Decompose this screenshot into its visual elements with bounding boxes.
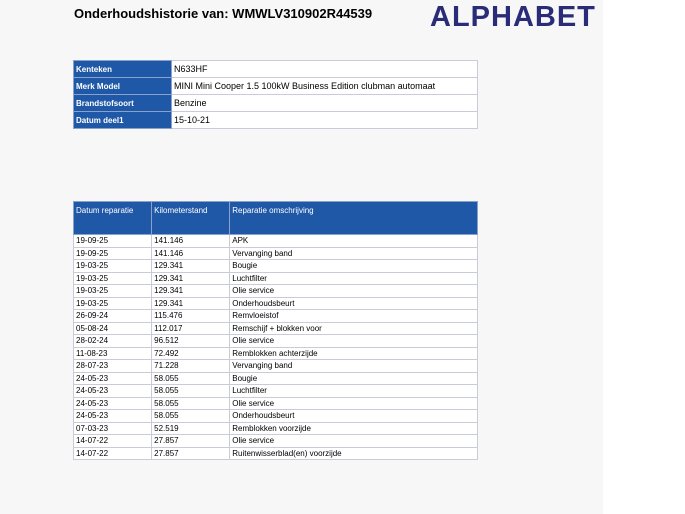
table-row [74,372,478,385]
table-row [74,447,478,460]
vehicle-info-row [74,112,478,129]
cell-description: Olie service [230,397,478,410]
table-row [74,285,478,298]
cell-description: Olie service [230,285,478,298]
vehicle-info-value: MINI Mini Cooper 1.5 100kW Business Edition clubman automaat [172,78,478,95]
column-header-date: Datum reparatie [74,202,152,235]
table-row [74,335,478,348]
cell-mileage: 72.492 [152,347,230,360]
column-header-mileage: Kilometerstand [152,202,230,235]
cell-mileage: 129.341 [152,285,230,298]
vehicle-info-value: N633HF [172,61,478,78]
cell-date: 19-09-25 [74,247,152,260]
cell-mileage: 27.857 [152,435,230,448]
vehicle-info-row [74,95,478,112]
cell-date: 24-05-23 [74,397,152,410]
cell-date: 19-03-25 [74,297,152,310]
vehicle-info-row [74,78,478,95]
table-row [74,310,478,323]
maintenance-history-table [73,201,478,460]
table-row [74,272,478,285]
cell-mileage: 27.857 [152,447,230,460]
cell-description: Remblokken voorzijde [230,422,478,435]
vehicle-info-label: Brandstofsoort [74,95,172,112]
vehicle-info-row [74,61,478,78]
cell-description: Olie service [230,335,478,348]
cell-description: APK [230,235,478,248]
cell-mileage: 129.341 [152,297,230,310]
vehicle-info-label: Kenteken [74,61,172,78]
cell-description: Bougie [230,260,478,273]
cell-description: Remblokken achterzijde [230,347,478,360]
cell-date: 11-08-23 [74,347,152,360]
cell-date: 24-05-23 [74,372,152,385]
cell-mileage: 58.055 [152,410,230,423]
cell-description: Onderhoudsbeurt [230,410,478,423]
cell-description: Vervanging band [230,360,478,373]
cell-description: Ruitenwisserblad(en) voorzijde [230,447,478,460]
cell-date: 07-03-23 [74,422,152,435]
cell-mileage: 129.341 [152,260,230,273]
cell-description: Luchtfilter [230,385,478,398]
cell-mileage: 58.055 [152,397,230,410]
table-row [74,347,478,360]
table-row [74,385,478,398]
alphabet-logo: ALPHABET [430,1,596,33]
vehicle-info-label: Merk Model [74,78,172,95]
column-header-description: Reparatie omschrijving [230,202,478,235]
cell-description: Bougie [230,372,478,385]
cell-mileage: 112.017 [152,322,230,335]
table-row [74,235,478,248]
cell-date: 24-05-23 [74,410,152,423]
cell-date: 28-07-23 [74,360,152,373]
table-row [74,422,478,435]
cell-mileage: 71.228 [152,360,230,373]
cell-date: 26-09-24 [74,310,152,323]
cell-mileage: 141.146 [152,235,230,248]
vehicle-info-label: Datum deel1 [74,112,172,129]
cell-date: 19-09-25 [74,235,152,248]
cell-mileage: 129.341 [152,272,230,285]
cell-mileage: 115.476 [152,310,230,323]
table-row [74,247,478,260]
vehicle-info-value: Benzine [172,95,478,112]
cell-date: 28-02-24 [74,335,152,348]
cell-date: 19-03-25 [74,260,152,273]
table-row [74,297,478,310]
cell-date: 24-05-23 [74,385,152,398]
cell-description: Luchtfilter [230,272,478,285]
table-row [74,260,478,273]
cell-description: Olie service [230,435,478,448]
vehicle-info-value: 15-10-21 [172,112,478,129]
cell-mileage: 58.055 [152,385,230,398]
page-title: Onderhoudshistorie van: WMWLV310902R44539 [74,6,373,21]
cell-mileage: 58.055 [152,372,230,385]
table-row [74,360,478,373]
table-header-row [74,202,478,235]
table-row [74,397,478,410]
cell-description: Onderhoudsbeurt [230,297,478,310]
cell-description: Vervanging band [230,247,478,260]
cell-date: 19-03-25 [74,285,152,298]
table-row [74,435,478,448]
vehicle-info-table [73,60,478,129]
table-row [74,322,478,335]
table-row [74,410,478,423]
cell-date: 05-08-24 [74,322,152,335]
cell-date: 14-07-22 [74,435,152,448]
cell-mileage: 141.146 [152,247,230,260]
cell-date: 19-03-25 [74,272,152,285]
cell-mileage: 52.519 [152,422,230,435]
cell-mileage: 96.512 [152,335,230,348]
cell-date: 14-07-22 [74,447,152,460]
cell-description: Remschijf + blokken voor [230,322,478,335]
cell-description: Remvloeistof [230,310,478,323]
